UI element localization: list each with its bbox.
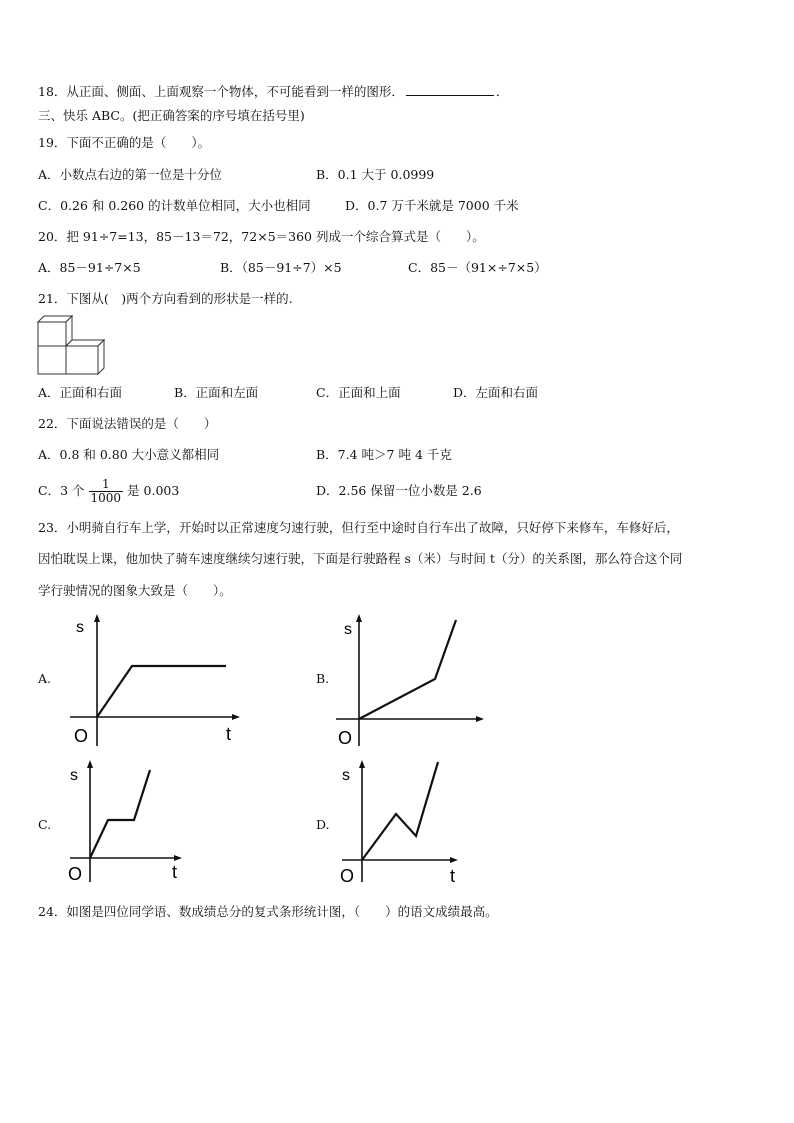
graph-b-curve: [359, 620, 456, 719]
q21-option-b: B．正面和左面: [174, 385, 259, 400]
q22-option-c-post: 是 0.003: [127, 483, 180, 498]
question-18-text: 18．从正面、侧面、上面观察一个物体，不可能看到一样的图形．: [38, 84, 404, 99]
question-18: [38, 84, 508, 100]
q19-option-a: A．小数点右边的第一位是十分位: [38, 167, 223, 182]
graph-d-x-label: t: [450, 866, 456, 884]
q19-option-c: C．0.26 和 0.260 的计数单位相同，大小也相同: [38, 198, 311, 213]
q19-option-b: B．0.1 大于 0.0999: [316, 167, 435, 182]
q20-option-b: B．（85－91÷7）×5: [220, 260, 342, 275]
graph-a: [64, 612, 254, 746]
q20-option-c: C．85－（91×÷7×5）: [408, 260, 547, 275]
q22-option-c: [38, 476, 179, 506]
question-18-end: ．: [495, 84, 509, 99]
question-23-line-3: 学行驶情况的图象大致是（ ）。: [38, 583, 232, 598]
graph-a-label: A.: [38, 671, 52, 686]
question-23-line-1: 23．小明骑自行车上学，开始时以正常速度匀速行驶，但行至中途时自行车出了故障，只好停下来修车，车修好后，: [38, 520, 679, 535]
graph-d-curve: [362, 762, 438, 860]
question-23-line-2: 因怕耽误上课，他加快了骑车速度继续匀速行驶，下面是行驶路程 s（米）与时间 t（分）的关系图，那么符合这个同: [38, 551, 683, 566]
graph-c-origin: O: [68, 864, 83, 884]
q20-option-a: A．85－91÷7×5: [38, 260, 141, 275]
question-20-text: 20．把 91÷7=13，85－13＝72，72×5＝360 列成一个综合算式是（ ）。: [38, 229, 485, 244]
q22-option-b: B．7.4 吨＞7 吨 4 千克: [316, 447, 452, 462]
q19-option-d: D．0.7 万千米就是 7000 千米: [345, 198, 519, 213]
graph-a-origin: O: [74, 726, 89, 746]
q22-option-d: D．2.56 保留一位小数是 2.6: [316, 483, 482, 498]
graph-d: [336, 758, 466, 884]
fraction-numerator: 1: [89, 478, 124, 492]
section-3-heading: 三、快乐 ABC。(把正确答案的序号填在括号里): [38, 108, 305, 123]
graph-b: [334, 612, 494, 748]
graph-c-label: C.: [38, 817, 52, 832]
graph-c-y-label: s: [70, 767, 78, 784]
graph-b-label: B.: [316, 671, 330, 686]
answer-blank: [406, 84, 494, 96]
fraction: [89, 478, 124, 505]
cube-figure: [34, 312, 110, 378]
graph-d-label: D.: [316, 817, 330, 832]
graph-c-curve: [90, 770, 150, 858]
fraction-denominator: 1000: [90, 491, 122, 505]
graph-b-y-label: s: [344, 621, 352, 638]
q22-option-a: A．0.8 和 0.80 大小意义都相同: [38, 447, 220, 462]
question-24-text: 24．如图是四位同学语、数成绩总分的复式条形统计图，（ ）的语文成绩最高。: [38, 904, 498, 919]
graph-a-curve: [97, 666, 226, 717]
question-19-text: 19．下面不正确的是（ ）。: [38, 135, 211, 150]
graph-c: [66, 758, 196, 884]
question-21-text: 21．下图从( )两个方向看到的形状是一样的.: [38, 291, 293, 306]
q22-option-c-pre: C．3 个: [38, 483, 85, 498]
graph-a-y-label: s: [76, 619, 84, 636]
q21-option-a: A．正面和右面: [38, 385, 123, 400]
graph-a-x-label: t: [226, 724, 232, 744]
graph-b-origin: O: [338, 728, 353, 748]
q21-option-d: D．左面和右面: [453, 385, 539, 400]
q21-option-c: C．正面和上面: [316, 385, 401, 400]
graph-c-x-label: t: [172, 862, 178, 882]
graph-d-origin: O: [340, 866, 355, 884]
graph-d-y-label: s: [342, 767, 350, 784]
question-22-text: 22．下面说法错误的是（ ）: [38, 416, 217, 431]
